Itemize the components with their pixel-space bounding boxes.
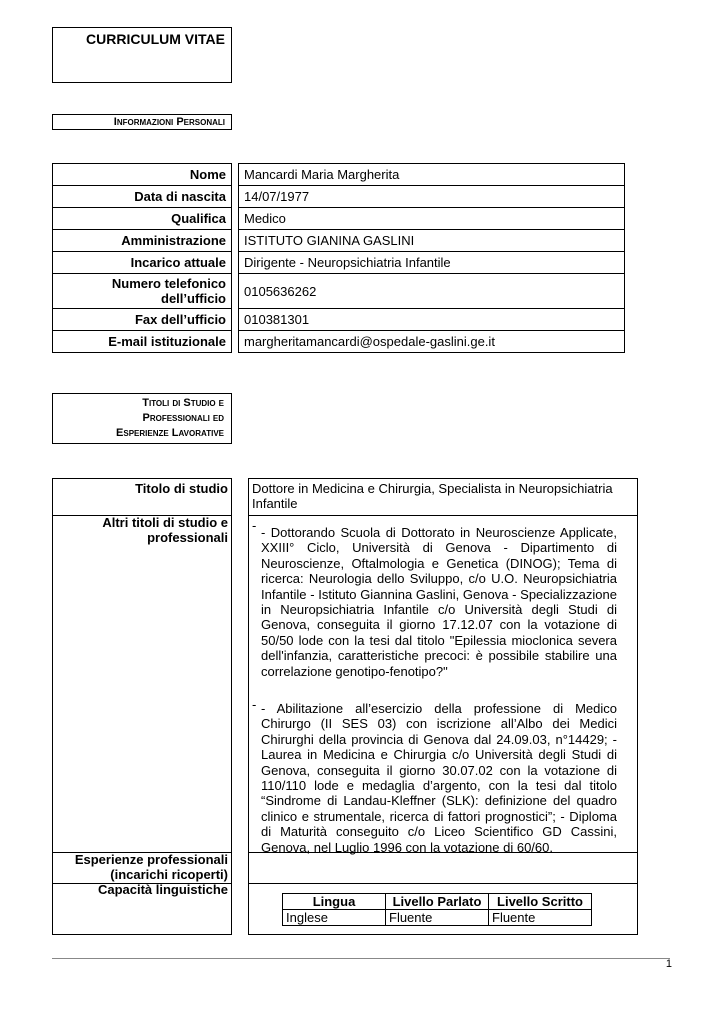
esperienze-label [75, 852, 228, 882]
altri-titoli-item: - Abilitazione all’esercizio della professione di Medico Chirurgo (II SES 03) con iscrizione all’Albo dei Medici Chirurghi della provincia di Genova dal 24.09.03, n°14429; - Laurea in Medicina e Chirurgia c/o Università degli Studi di Genova, conseguita il giorno 30.07.02 con la votazione di 110/110 lode e medaglia d’argento, con la tesi dal titolo “Sindrome di Landau-Kleffner (SLK): definizione del quadro clinico e strumentale, ricerca di fattori prognostici”; - Diploma di Maturità conseguito c/o Liceo Scientifico GD Cassini, Genova, nel Luglio 1996 con la votazione di 60/60. [261, 701, 617, 855]
field-label: Fax dell’ufficio [53, 309, 232, 331]
field-label: Qualifica [53, 208, 232, 230]
column-header: Livello Parlato [386, 894, 489, 910]
table-cell: Fluente [489, 910, 592, 926]
languages-table [282, 893, 592, 926]
table-cell: Inglese [283, 910, 386, 926]
field-value: Dirigente - Neuropsichiatria Infantile [239, 252, 625, 274]
field-label-text: Numero telefonico dell’ufficio [111, 276, 226, 306]
field-value: 14/07/1977 [239, 186, 625, 208]
esperienze-label-line: (incarichi ricoperti) [110, 867, 228, 882]
table-row [53, 186, 625, 208]
esperienze-label-line: Esperienze professionali [74, 852, 228, 867]
column-header: Lingua [283, 894, 386, 910]
field-label: Data di nascita [53, 186, 232, 208]
section-personal-heading: Informazioni Personali [113, 116, 225, 128]
field-label: Nome [53, 164, 232, 186]
section-titles-line: Esperienze Lavorative [116, 427, 224, 439]
field-label: Incarico attuale [53, 252, 232, 274]
field-value: ISTITUTO GIANINA GASLINI [239, 230, 625, 252]
field-value: 0105636262 [239, 274, 625, 309]
table-row [53, 230, 625, 252]
footer-rule [52, 958, 670, 959]
table-row [283, 910, 592, 926]
altri-titoli-label: Altri titoli di studio e professionali [102, 515, 228, 545]
table-row [53, 208, 625, 230]
table-cell: Fluente [386, 910, 489, 926]
bullet: - [252, 518, 257, 533]
altri-titoli-item: - Dottorando Scuola di Dottorato in Neuroscienze Applicate, XXIII° Ciclo, Università di Genova - Dipartimento di Neuroscienze, Oftalmologia e Genetica (DINOG); Tema di ricerca: Neurologia dello Sviluppo, c/o U.O. Neuropsichiatria Infantile - Istituto Giannina Gaslini, Genova - Specializzazione in Neuropsichiatria Infantile c/o Università degli Studi di Genova, conseguita il giorno 17.12.07 con la votazione di 50/50 lode con la tesi dal titolo "Epilessia mioclonica severa dell'infanzia, caratteristiche precoci: è possibile stabilire una correlazione genotipo-fenotipo?" [261, 525, 617, 679]
column-header: Livello Scritto [489, 894, 592, 910]
titolo-studio-value: Dottore in Medicina e Chirurgia, Specialista in Neuropsichiatria Infantile [252, 481, 613, 511]
table-row [53, 164, 625, 186]
field-value: Mancardi Maria Margherita [239, 164, 625, 186]
table-row [53, 252, 625, 274]
section-titles-box [52, 393, 232, 444]
section-titles-heading [116, 396, 224, 441]
field-label: E-mail istituzionale [53, 331, 232, 353]
titolo-studio-label: Titolo di studio [135, 481, 228, 496]
lingue-label: Capacità linguistiche [97, 882, 228, 897]
field-label: Amministrazione [53, 230, 232, 252]
document-title: CURRICULUM VITAE [86, 31, 225, 47]
table-header-row [283, 894, 592, 910]
page-number: 1 [665, 958, 672, 970]
field-value: margheritamancardi@ospedale-gaslini.ge.it [239, 331, 625, 353]
table-row [53, 331, 625, 353]
field-label [53, 274, 232, 309]
table-row [53, 309, 625, 331]
table-row [53, 274, 625, 309]
section-personal-box [52, 114, 232, 130]
divider [248, 515, 638, 516]
field-value: 010381301 [239, 309, 625, 331]
section-titles-line: Professionali ed [142, 412, 224, 424]
personal-info-table [52, 163, 625, 353]
field-value: Medico [239, 208, 625, 230]
bullet: - [252, 697, 257, 712]
section-titles-line: Titoli di Studio e [142, 397, 224, 409]
divider [248, 883, 638, 884]
title-box [52, 27, 232, 83]
